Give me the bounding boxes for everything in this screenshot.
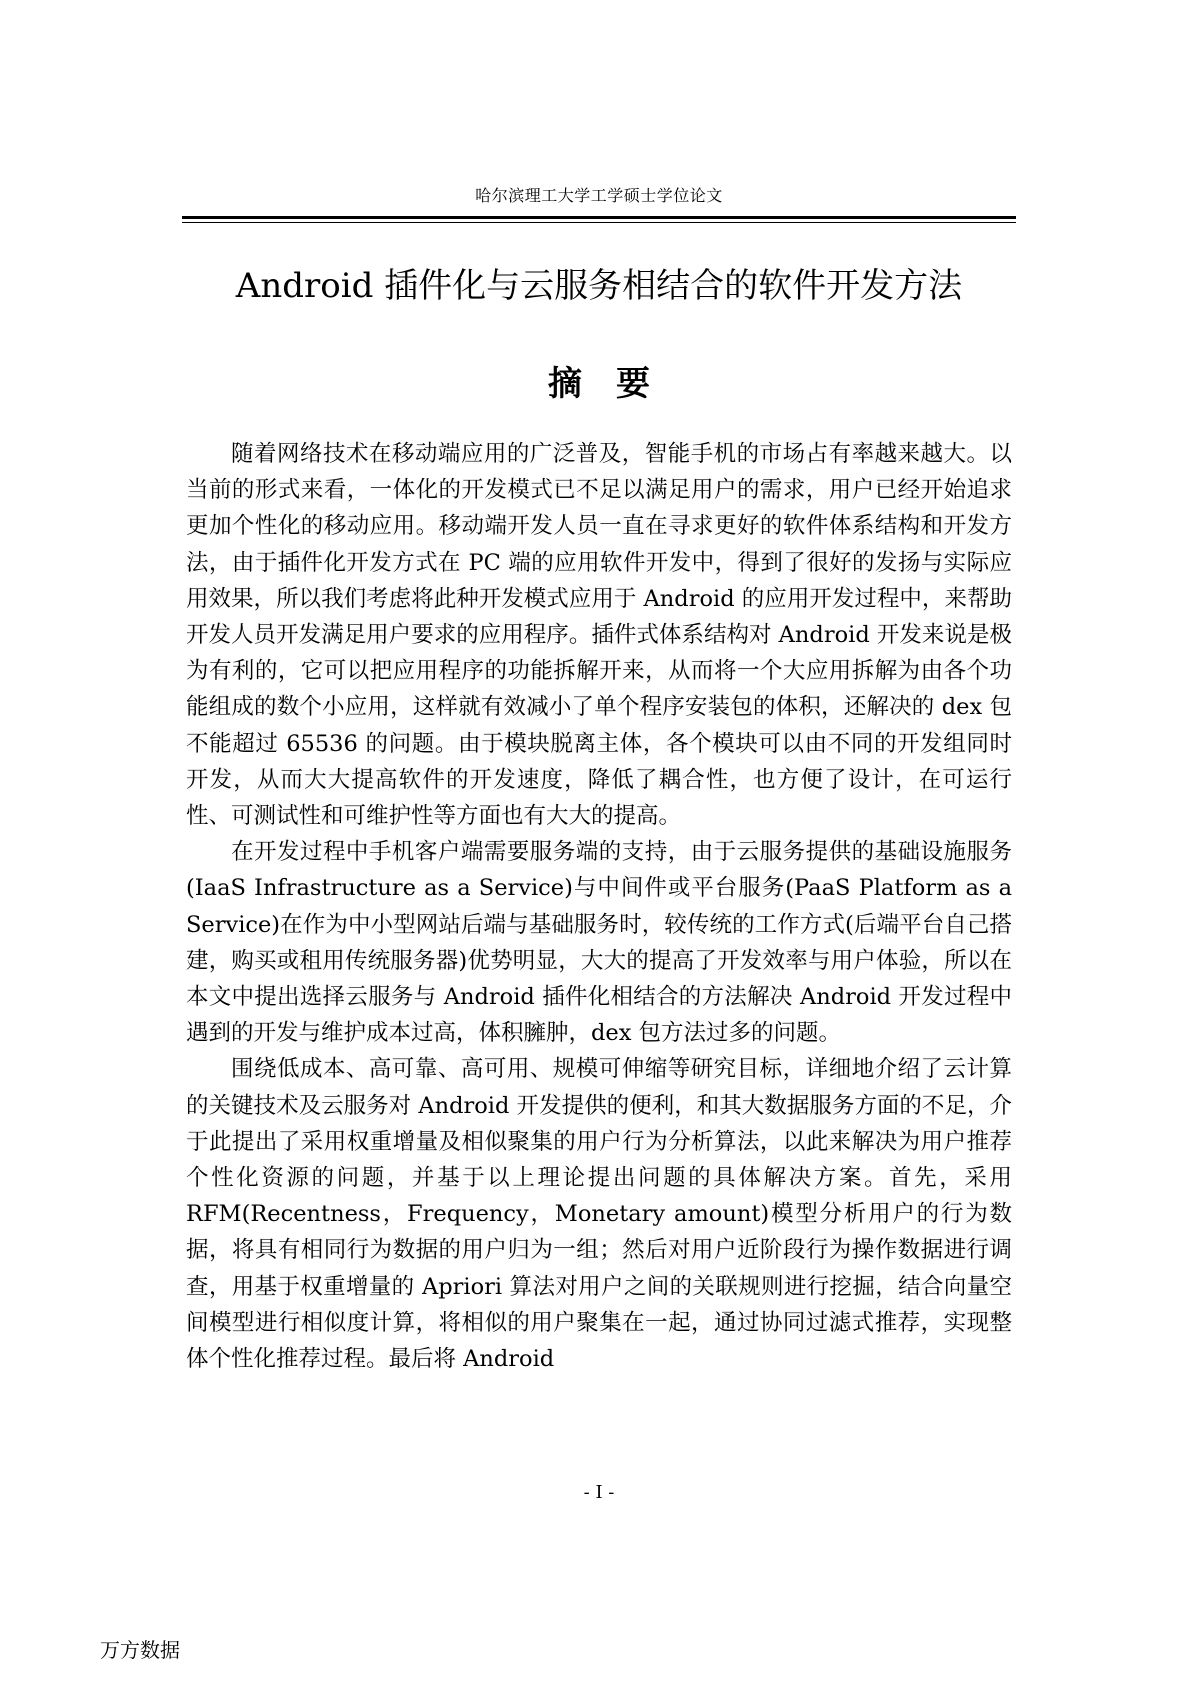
abstract-paragraph-2: 在开发过程中手机客户端需要服务端的支持，由于云服务提供的基础设施服务(IaaS Infrastructure as a Service)与中间件或平台服务(PaaS Platform as a Service)在作为中小型网站后端与基础服务时，较传统的工作方式(后端平台自己搭建，购买或租用传统服务器)优势明显，大大的提高了开发效率与用户体验，所以在本文中提出选择云服务与 Android 插件化相结合的方法解决 Android 开发过程中遇到的开发与维护成本过高，体积臃肿，dex 包方法过多的问题。 [186,839,1012,1047]
header-rule-thick [182,216,1016,219]
running-header: 哈尔滨理工大学工学硕士学位论文 [475,186,723,205]
thesis-title: Android 插件化与云服务相结合的软件开发方法 [235,266,963,306]
abstract-paragraph-1: 随着网络技术在移动端应用的广泛普及，智能手机的市场占有率越来越大。以当前的形式来看，一体化的开发模式已不足以满足用户的需求，用户已经开始追求更加个性化的移动应用。移动端开发人员一直在寻求更好的软件体系结构和开发方法，由于插件化开发方式在 PC 端的应用软件开发中，得到了很好的发扬与实际应用效果，所以我们考虑将此种开发模式应用于 Android 的应用开发过程中，来帮助开发人员开发满足用户要求的应用程序。插件式体系结构对 Android 开发来说是极为有利的，它可以把应用程序的功能拆解开来，从而将一个大应用拆解为由各个功能组成的数个小应用，这样就有效减小了单个程序安装包的体积，还解决的 dex 包不能超过 65536 的问题。由于模块脱离主体，各个模块可以由不同的开发组同时开发，从而大大提高软件的开发速度，降低了耦合性，也方便了设计，在可运行性、可测试性和可维护性等方面也有大大的提高。 [186,441,1012,830]
watermark-text: 万方数据 [100,1638,180,1662]
abstract-paragraph-3: 围绕低成本、高可靠、高可用、规模可伸缩等研究目标，详细地介绍了云计算的关键技术及云服务对 Android 开发提供的便利，和其大数据服务方面的不足，介于此提出了采用权重增量及相似聚集的用户行为分析算法，以此来解决为用户推荐个性化资源的问题，并基于以上理论提出问题的具体解决方案。首先，采用 RFM(Recentness，Frequency，Monetary amount)模型分析用户的行为数据，将具有相同行为数据的用户归为一组；然后对用户近阶段行为操作数据进行调查，用基于权重增量的 Apriori 算法对用户之间的关联规则进行挖掘，结合向量空间模型进行相似度计算，将相似的用户聚集在一起，通过协同过滤式推荐，实现整体个性化推荐过程。最后将 Android [186,1056,1012,1373]
page-number: - I - [583,1482,615,1503]
abstract-body [186,436,1012,1377]
abstract-heading: 摘要 [548,364,684,404]
header-rule-thin [182,222,1016,223]
